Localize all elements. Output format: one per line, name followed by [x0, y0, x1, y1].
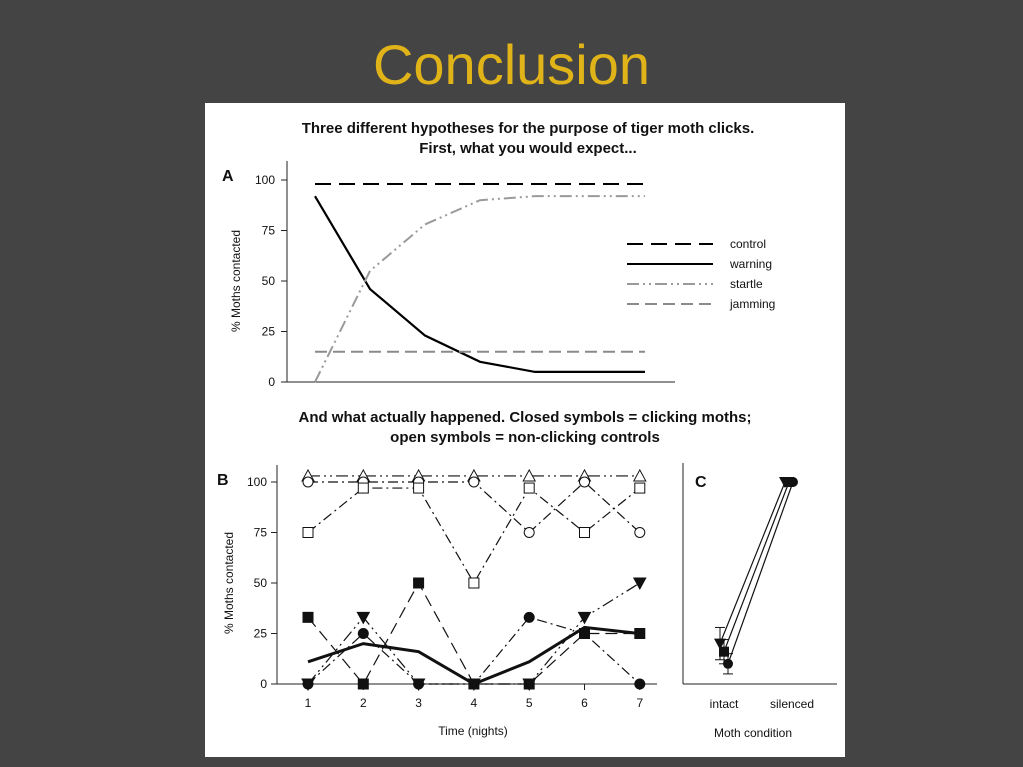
panel-b-line-none: [308, 627, 640, 684]
panel-a-line-warning: [315, 196, 645, 372]
marker-open-square: [524, 483, 534, 493]
marker-open-circle: [524, 528, 534, 538]
marker-filled-triangle: [634, 578, 646, 589]
panel-b-xlabel: Time (nights): [438, 724, 508, 738]
legend-label-warning: warning: [730, 257, 773, 271]
figure: [205, 103, 845, 757]
panel-b-line-open-circle: [308, 482, 640, 533]
panel-c-letter: C: [695, 474, 707, 491]
panel-c-line-filled-triangle: [720, 482, 785, 644]
marker-open-circle: [580, 477, 590, 487]
panel-b-x-tick-label: 6: [581, 696, 588, 710]
panel-a-y-tick-label: 75: [261, 223, 275, 238]
marker-open-square: [580, 528, 590, 538]
marker-filled-circle: [723, 659, 733, 669]
panel-b-x-tick-label: 4: [470, 696, 478, 710]
panel-a-heading-2: First, what you would expect...: [419, 140, 637, 157]
panel-b-heading-2: open symbols = non-clicking controls: [390, 429, 660, 446]
panel-b-heading-1: And what actually happened. Closed symbols = clicking moths;: [298, 409, 752, 426]
panel-b-line-filled-square: [308, 583, 640, 684]
panel-b-y-tick-label: 100: [246, 475, 267, 489]
slide-title: Conclusion: [372, 33, 651, 96]
marker-filled-circle: [580, 629, 590, 639]
marker-filled-circle: [788, 477, 798, 487]
panel-b-y-tick-label: 75: [253, 525, 267, 540]
marker-filled-circle: [358, 629, 368, 639]
panel-b-letter: B: [217, 472, 229, 489]
panel-c-x-tick-label: silenced: [769, 697, 815, 711]
panel-c-xlabel: Moth condition: [713, 726, 793, 740]
marker-filled-circle: [524, 612, 534, 622]
panel-b-y-tick-label: 50: [253, 576, 267, 590]
panel-c-x-tick-label: intact: [709, 697, 739, 711]
panel-b-ylabel: % Moths contacted: [222, 531, 236, 635]
legend-label-startle: startle: [730, 277, 763, 291]
marker-open-circle: [469, 477, 479, 487]
marker-open-square: [635, 483, 645, 493]
marker-open-square: [414, 483, 424, 493]
legend-label-control: control: [730, 237, 767, 251]
panel-a-heading-1: Three different hypotheses for the purpose of tiger moth clicks.: [301, 120, 755, 137]
panel-b-line-open-square: [308, 488, 640, 583]
panel-b-x-tick-label: 5: [525, 696, 533, 710]
panel-b-y-tick-label: 0: [260, 677, 267, 691]
panel-b-y-tick-label: 25: [253, 626, 267, 641]
marker-filled-square: [635, 629, 645, 639]
panel-b-x-tick-label: 1: [304, 696, 312, 710]
marker-open-circle: [635, 528, 645, 538]
marker-open-square: [303, 528, 313, 538]
marker-filled-square: [303, 612, 313, 622]
panel-c-line-filled-circle: [728, 482, 793, 664]
panel-a-letter: A: [222, 168, 234, 185]
marker-open-circle: [303, 477, 313, 487]
marker-open-square: [358, 483, 368, 493]
marker-filled-square: [414, 578, 424, 588]
marker-open-triangle: [634, 470, 646, 481]
marker-open-square: [469, 578, 479, 588]
legend-label-jamming: jamming: [730, 297, 776, 311]
marker-filled-circle: [635, 679, 645, 689]
marker-filled-square: [358, 679, 368, 689]
panel-a-line-startle: [315, 196, 645, 382]
panel-a-y-tick-label: 50: [261, 274, 275, 288]
panel-b-x-tick-label: 2: [359, 696, 367, 710]
panel-a-y-tick-label: 25: [261, 324, 275, 339]
panel-b-x-tick-label: 3: [415, 696, 422, 710]
panel-c-line-filled-square: [724, 482, 789, 652]
panel-a-y-tick-label: 100: [254, 173, 275, 187]
panel-a-y-tick-label: 0: [268, 375, 275, 389]
panel-a-ylabel: % Moths contacted: [229, 229, 243, 333]
figure-svg: [205, 103, 845, 757]
panel-b-x-tick-label: 7: [636, 696, 644, 710]
